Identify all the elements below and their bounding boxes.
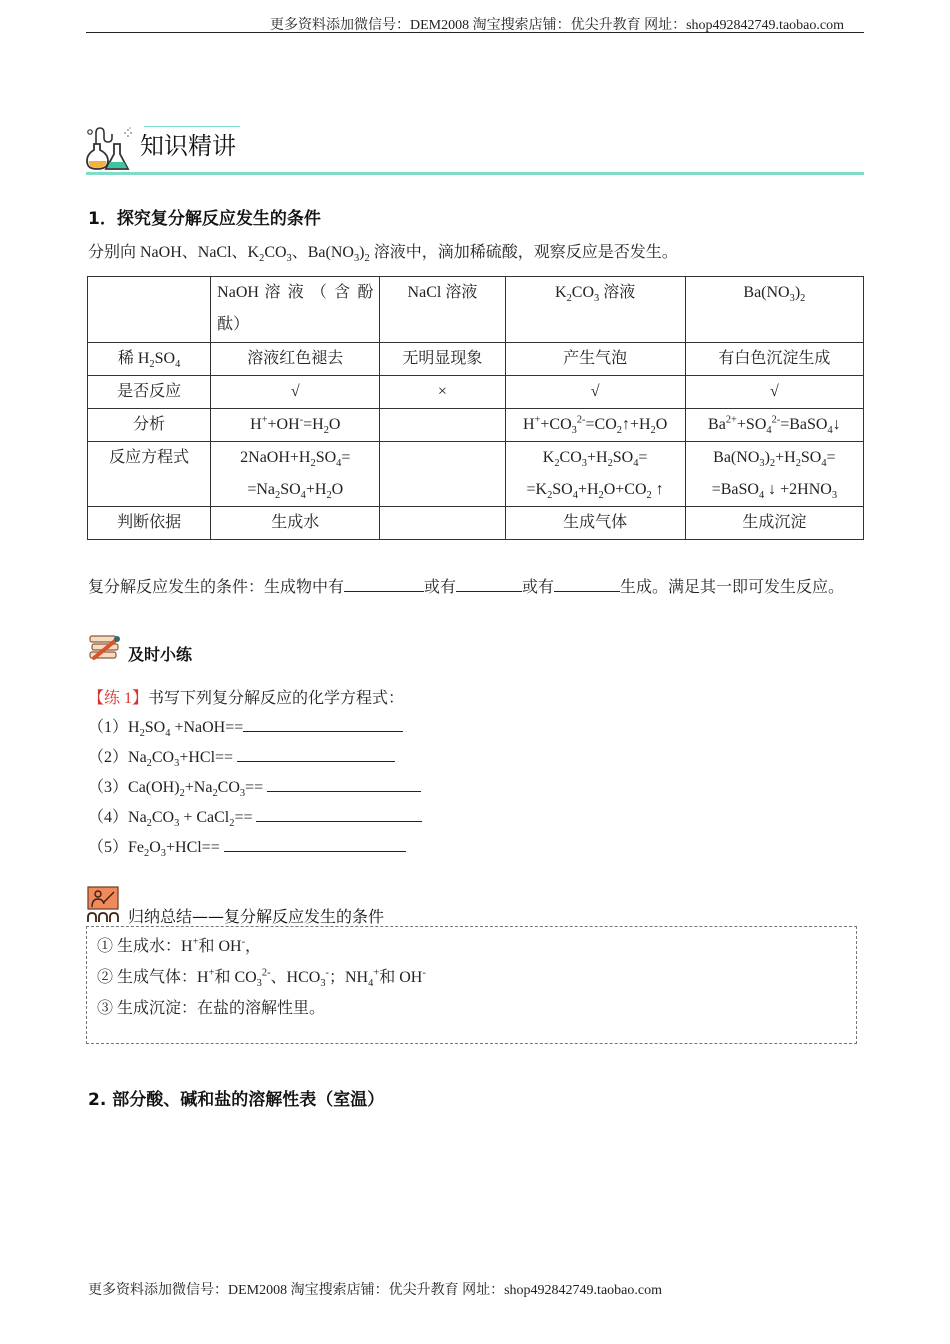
summary-box	[86, 926, 857, 1044]
section-2-heading: 2. 部分酸、碱和盐的溶解性表（室温）	[88, 1090, 385, 1110]
table-cell	[380, 409, 505, 442]
intro-text: CO	[264, 244, 287, 261]
conclusion-text: 或有	[522, 579, 555, 596]
summary-line-3: ③ 生成沉淀：在盐的溶解性里。	[97, 1000, 326, 1017]
item-number: （5）	[88, 839, 129, 856]
conclusion-text: 或有	[424, 579, 457, 596]
answer-blank[interactable]	[224, 837, 406, 852]
conclusion-text: 复分解反应发生的条件：生成物中有	[88, 579, 345, 596]
practice-title: 及时小练	[128, 645, 193, 664]
table-row	[88, 409, 864, 442]
table-cell: $2NaOH+H_2SO_4=$ $=Na_2SO_4+H_2O$	[211, 442, 380, 507]
flask-icon	[86, 124, 136, 172]
table-row	[88, 376, 864, 409]
subscript: 3	[286, 253, 292, 265]
exercise-prompt	[88, 685, 404, 708]
answer-blank[interactable]	[243, 717, 403, 732]
summary-line-1: ① 生成水：H+和 OH-，	[97, 936, 262, 955]
conclusion-sentence	[88, 574, 844, 597]
item-number: （3）	[88, 779, 129, 796]
intro-text: 溶液中，滴加稀硫酸，观察反应是否发生。	[369, 244, 678, 261]
table-cell: 有白色沉淀生成	[685, 343, 863, 376]
summary-line-2: ② 生成气体：H+和 $CO_3^{2-}$、$HCO_3^-$；$NH_4^+$和 OH-	[97, 967, 426, 990]
fill-blank-1[interactable]	[344, 577, 424, 592]
table-header-cell	[88, 277, 211, 343]
table-cell: 生成沉淀	[685, 507, 863, 540]
teacher-presentation-icon	[86, 886, 122, 929]
banner-title: 知识精讲	[140, 132, 236, 160]
table-cell: ×	[380, 376, 505, 409]
fill-blank-2[interactable]	[456, 577, 522, 592]
table-cell: 产生气泡	[505, 343, 685, 376]
table-row	[88, 507, 864, 540]
section-1-heading: 1．探究复分解反应发生的条件	[88, 209, 321, 229]
table-cell: √	[505, 376, 685, 409]
section-1-intro	[88, 239, 678, 265]
answer-blank[interactable]	[267, 777, 421, 792]
table-cell: 无明显现象	[380, 343, 505, 376]
table-cell: √	[211, 376, 380, 409]
header-divider	[86, 32, 864, 33]
exercise-item-2: $(2)Na_2CO_3+HCl==$	[88, 744, 395, 767]
page-header-text: 更多资料添加微信号：DEM2008 淘宝搜索店铺：优尖升教育 网址：shop492842749.taobao.com	[270, 18, 844, 33]
table-cell: √	[685, 376, 863, 409]
table-cell	[380, 442, 505, 507]
row-label: 是否反应	[88, 376, 211, 409]
exercise-item-5: $(5)Fe_2O_3+HCl==$	[88, 834, 406, 857]
intro-text: )	[359, 244, 365, 261]
subscript: 2	[259, 253, 265, 265]
table-cell: $H^++OH^-=H_2O$	[211, 409, 380, 442]
item-number: （2）	[88, 749, 129, 766]
table-header-row	[88, 277, 864, 343]
intro-text: 、Ba(NO	[291, 244, 354, 261]
summary-title: 归纳总结——复分解反应发生的条件	[128, 907, 385, 926]
row-label: 稀 $H_2SO_4$	[88, 343, 211, 376]
table-cell: $H^++CO_3^{2-}=CO_2↑+H_2O$	[505, 409, 685, 442]
item-number: （4）	[88, 809, 129, 826]
knowledge-banner	[86, 124, 864, 174]
fill-blank-3[interactable]	[554, 577, 620, 592]
table-row	[88, 343, 864, 376]
intro-text: 分别向 NaOH、NaCl、K	[88, 244, 260, 261]
row-label: 判断依据	[88, 507, 211, 540]
table-header-cell: $K_2CO_3$ 溶液	[505, 277, 685, 343]
table-cell: 溶液红色褪去	[211, 343, 380, 376]
answer-blank[interactable]	[237, 747, 395, 762]
answer-blank[interactable]	[256, 807, 422, 822]
table-header-cell: NaOH 溶 液 （ 含 酚 酞）	[211, 277, 380, 343]
subscript: 2	[364, 253, 370, 265]
table-header-cell: NaCl 溶液	[380, 277, 505, 343]
table-cell	[380, 507, 505, 540]
table-cell: 生成气体	[505, 507, 685, 540]
row-label: 反应方程式	[88, 442, 211, 507]
table-cell: $Ba^{2+}+SO_4^{2-}=BaSO_4↓$	[685, 409, 863, 442]
subscript: 3	[353, 253, 360, 265]
table-cell: $K_2CO_3+H_2SO_4=$ $=K_2SO_4+H_2O+CO_2$ ↑	[505, 442, 685, 507]
table-header-cell: $Ba(NO_3)_2$	[685, 277, 863, 343]
conclusion-text: 生成。满足其一即可发生反应。	[620, 579, 845, 596]
exercise-prompt-text: 书写下列复分解反应的化学方程式：	[148, 690, 405, 707]
table-row	[88, 442, 864, 507]
pencil-books-icon	[88, 634, 122, 667]
experiment-table	[87, 276, 864, 540]
exercise-item-4: $(4)Na_2CO_3$ + CaCl$_2$==	[88, 804, 422, 827]
row-label: 分析	[88, 409, 211, 442]
item-number: （1）	[88, 719, 129, 736]
exercise-item-3: $(3)Ca(OH)_2+Na_2CO_3==$	[88, 774, 421, 797]
banner-divider	[86, 172, 864, 175]
table-cell: 生成水	[211, 507, 380, 540]
table-cell: $Ba(NO_3)_2+H_2SO_4=$ =BaSO$_4$ ↓ $+2HNO_3$	[685, 442, 863, 507]
page-footer-text: 更多资料添加微信号：DEM2008 淘宝搜索店铺：优尖升教育 网址：shop492842749.taobao.com	[88, 1283, 662, 1298]
exercise-label: 【练 1】	[88, 690, 149, 707]
exercise-item-1: $(1)H_2SO_4$ +NaOH==	[88, 714, 403, 737]
